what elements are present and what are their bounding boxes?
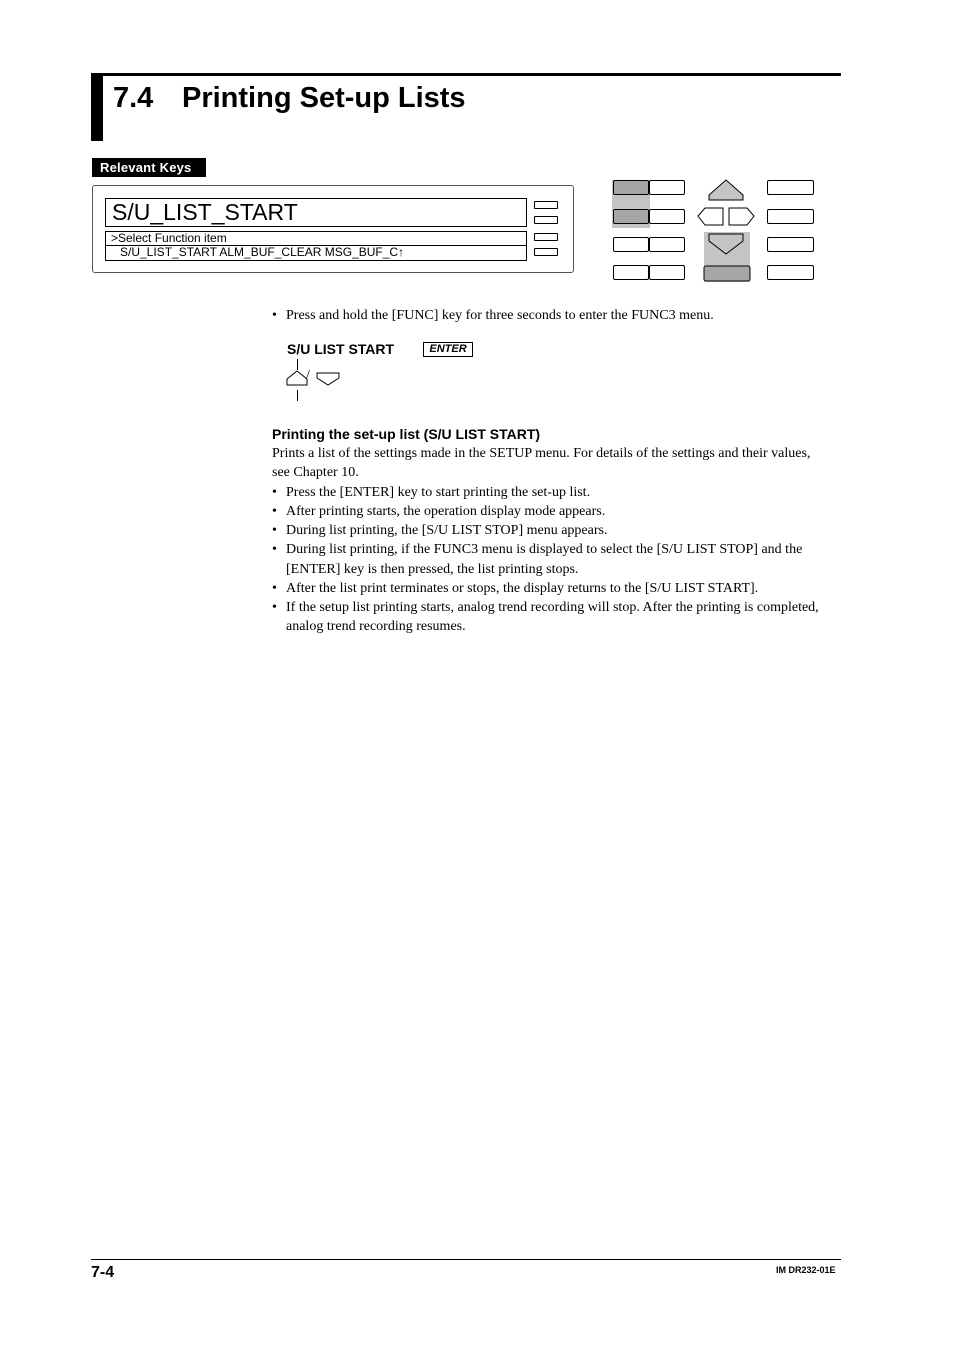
enter-key-label: ENTER <box>423 342 473 357</box>
func-key <box>613 180 649 195</box>
bullet-dot: • <box>272 581 277 596</box>
bullet-dot: • <box>272 504 277 519</box>
section-heading: Printing the set-up list (S/U LIST START) <box>272 426 541 442</box>
panel-key <box>649 180 685 195</box>
bullet-text-cont: analog trend recording resumes. <box>286 619 466 634</box>
heading-bar <box>91 73 103 141</box>
bullet-dot: • <box>272 600 277 615</box>
document-id: IM DR232-01E <box>776 1265 836 1275</box>
section-number: 7.4 <box>113 82 154 114</box>
arrow-key-cluster <box>695 177 757 283</box>
panel-key <box>767 237 814 252</box>
down-arrow-icon <box>317 373 339 385</box>
panel-key <box>613 237 649 252</box>
soft-key-3 <box>534 233 558 241</box>
bullet-text: During list printing, the [S/U LIST STOP] menu appears. <box>286 523 608 538</box>
func-key-2 <box>613 209 649 224</box>
heading-rule <box>103 73 841 76</box>
enter-key <box>704 266 750 281</box>
menu-flow-diagram <box>284 359 344 403</box>
right-arrow-icon <box>729 208 754 225</box>
bullet-text: During list printing, if the FUNC3 menu is displayed to select the [S/U LIST STOP] and the <box>286 542 803 557</box>
arrow-separator: / <box>306 368 310 383</box>
bullet-text: If the setup list printing starts, analog trend recording will stop. After the printing is completed, <box>286 600 819 615</box>
bullet-text: After the list print terminates or stops, the display returns to the [S/U LIST START]. <box>286 581 759 596</box>
paragraph-line: see Chapter 10. <box>272 465 359 480</box>
bullet-text: After printing starts, the operation display mode appears. <box>286 504 606 519</box>
panel-key <box>767 180 814 195</box>
up-arrow-icon <box>287 371 307 385</box>
panel-key <box>649 265 685 280</box>
up-arrow-icon <box>709 180 743 200</box>
lcd-main-display: S/U_LIST_START <box>105 198 527 227</box>
page-number: 7-4 <box>91 1264 115 1281</box>
soft-key-2 <box>534 216 558 224</box>
panel-key <box>767 209 814 224</box>
panel-key <box>767 265 814 280</box>
left-arrow-icon <box>698 208 723 225</box>
footer-rule <box>91 1259 841 1260</box>
lcd-sub-line2: S/U_LIST_START ALM_BUF_CLEAR MSG_BUF_C↑ <box>120 245 405 259</box>
bullet-dot: • <box>272 308 277 323</box>
bullet-dot: • <box>272 485 277 500</box>
intro-text: Press and hold the [FUNC] key for three seconds to enter the FUNC3 menu. <box>286 308 714 323</box>
panel-key <box>649 209 685 224</box>
lcd-sub-line1: >Select Function item <box>111 231 227 245</box>
section-title: Printing Set-up Lists <box>182 82 466 114</box>
bullet-dot: • <box>272 542 277 557</box>
menu-item-label: S/U LIST START <box>287 341 395 357</box>
soft-key-4 <box>534 248 558 256</box>
panel-key <box>613 265 649 280</box>
bullet-dot: • <box>272 523 277 538</box>
relevant-keys-label: Relevant Keys <box>92 158 206 177</box>
bullet-text-cont: [ENTER] key is then pressed, the list printing stops. <box>286 562 579 577</box>
panel-key <box>649 237 685 252</box>
soft-key-1 <box>534 201 558 209</box>
paragraph-line: Prints a list of the settings made in the SETUP menu. For details of the settings and their values, <box>272 446 811 461</box>
bullet-text: Press the [ENTER] key to start printing the set-up list. <box>286 485 591 500</box>
